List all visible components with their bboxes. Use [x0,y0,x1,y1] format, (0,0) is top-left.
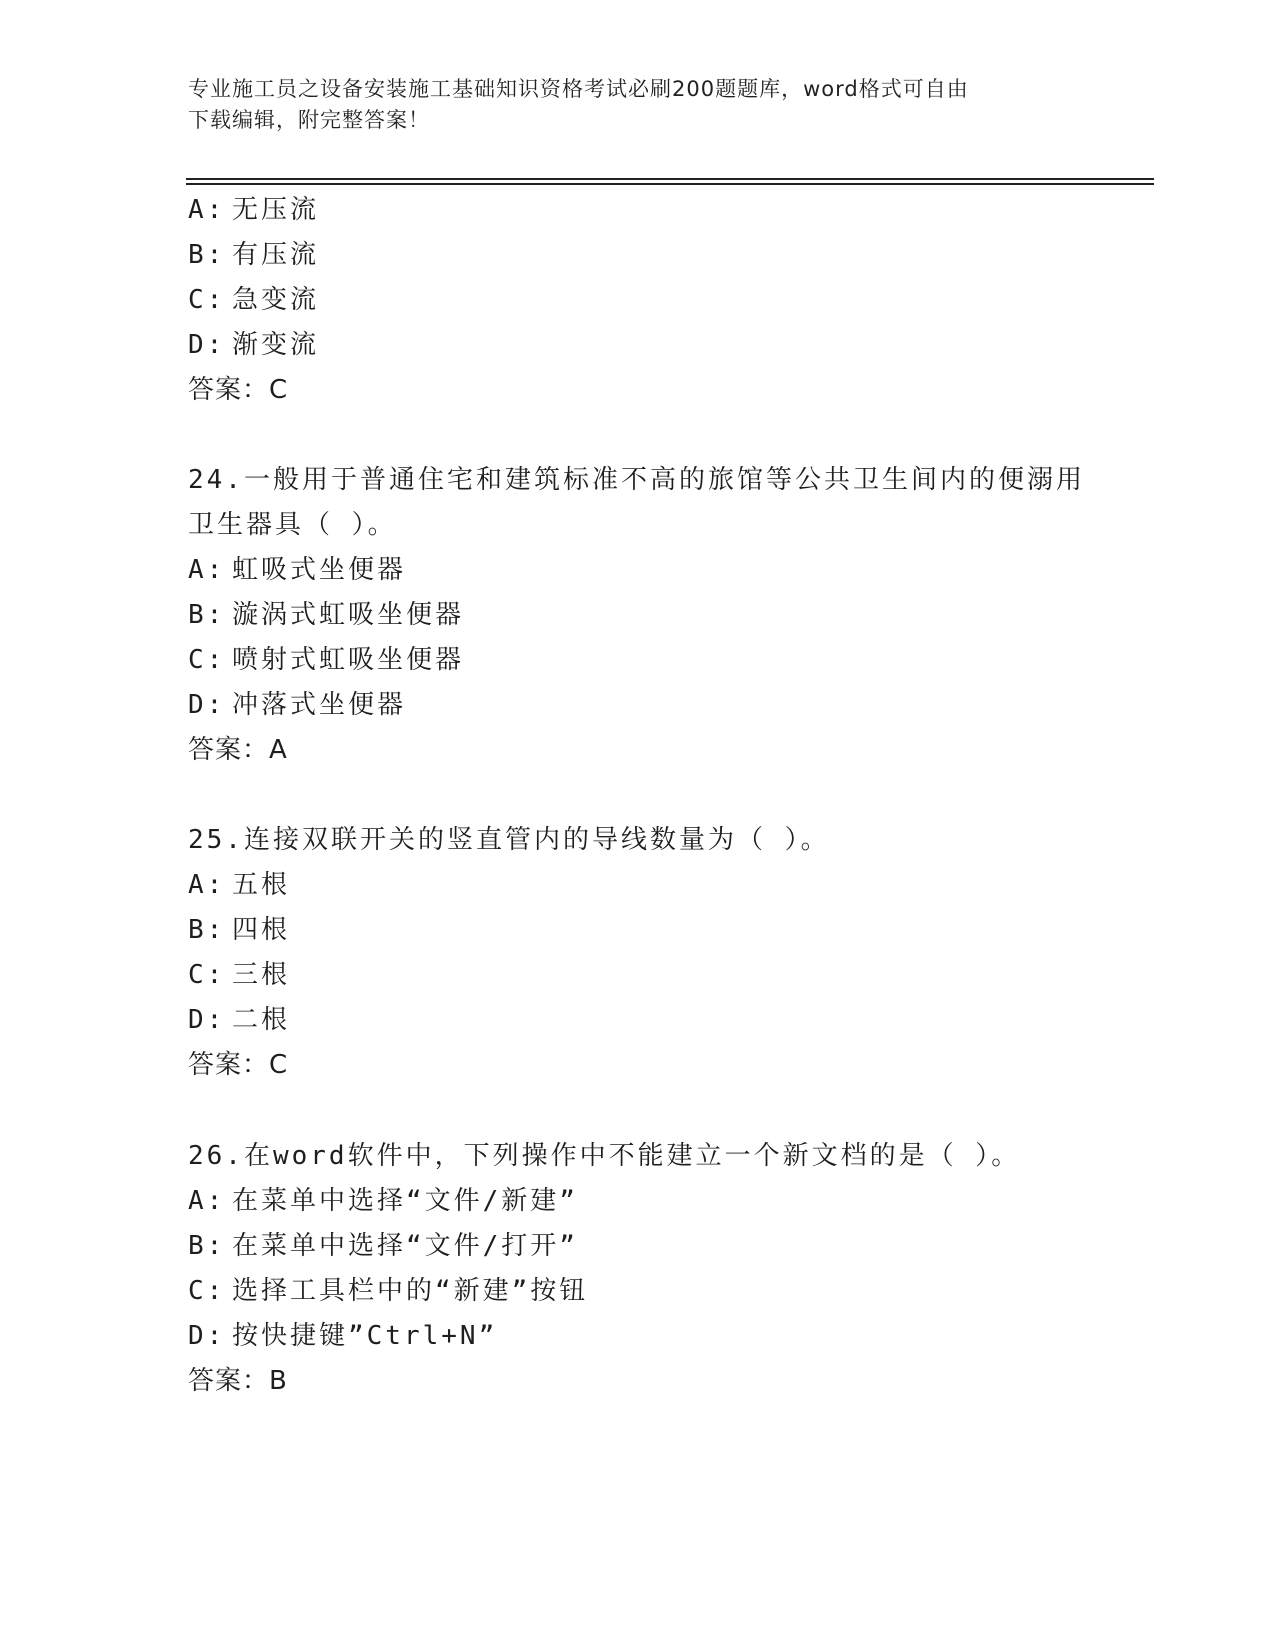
option-key: C: [188,960,226,990]
option-key: C: [188,645,226,675]
q26-option-c [188,1275,588,1307]
option-text: 在菜单中选择“文件/新建” [232,1186,578,1216]
q23-answer: 答案：C [188,375,289,405]
option-key: D: [188,1321,226,1351]
option-key: B: [188,600,226,630]
option-key: A: [188,870,226,900]
q24-stem-line-1: 24.一般用于普通住宅和建筑标准不高的旅馆等公共卫生间内的便溺用 [188,465,1085,495]
header-line-2: 下载编辑，附完整答案！ [188,108,430,132]
option-key: C: [188,285,226,315]
q24-option-a [188,554,406,586]
option-key: C: [188,1276,226,1306]
option-text: 无压流 [232,195,320,225]
option-text: 选择工具栏中的“新建”按钮 [232,1276,589,1306]
q23-option-a [188,194,319,226]
q23-option-c [188,284,319,316]
option-key: A: [188,555,226,585]
q25-option-d [188,1004,290,1036]
q26-option-d [188,1320,497,1352]
option-text: 按快捷键”Ctrl+N” [232,1321,498,1351]
option-key: D: [188,1005,226,1035]
q26-option-b [188,1230,578,1262]
q25-option-a [188,869,290,901]
q24-option-c [188,644,464,676]
option-key: D: [188,330,226,360]
q24-stem-line-2: 卫生器具（ ）。 [188,510,397,540]
q26-stem-line-1: 26.在word软件中，下列操作中不能建立一个新文档的是（ ）。 [188,1141,1021,1171]
option-text: 三根 [232,960,291,990]
header-divider-bottom [186,183,1154,185]
q25-option-c [188,959,290,991]
q24-option-d [188,689,406,721]
option-key: B: [188,915,226,945]
option-text: 有压流 [232,240,320,270]
q24-option-b [188,599,464,631]
header-divider-top [186,178,1154,180]
option-key: A: [188,195,226,225]
q26-option-a [188,1185,578,1217]
q26-answer: 答案：B [188,1366,288,1396]
option-key: A: [188,1186,226,1216]
option-key: B: [188,240,226,270]
option-text: 漩涡式虹吸坐便器 [232,600,465,630]
option-text: 冲落式坐便器 [232,690,407,720]
header-line-1: 专业施工员之设备安装施工基础知识资格考试必刷200题题库，word格式可自由 [188,77,969,101]
option-text: 在菜单中选择“文件/打开” [232,1231,578,1261]
q25-stem-line-1: 25.连接双联开关的竖直管内的导线数量为（ ）。 [188,825,830,855]
option-text: 四根 [232,915,291,945]
option-text: 急变流 [232,285,320,315]
option-key: B: [188,1231,226,1261]
page-header [188,74,1068,136]
q23-option-b [188,239,319,271]
q25-option-b [188,914,290,946]
option-text: 渐变流 [232,330,320,360]
q24-answer: 答案：A [188,735,288,765]
option-text: 喷射式虹吸坐便器 [232,645,465,675]
option-text: 二根 [232,1005,291,1035]
option-text: 五根 [232,870,291,900]
option-key: D: [188,690,226,720]
option-text: 虹吸式坐便器 [232,555,407,585]
q25-answer: 答案：C [188,1050,289,1080]
q23-option-d [188,329,319,361]
